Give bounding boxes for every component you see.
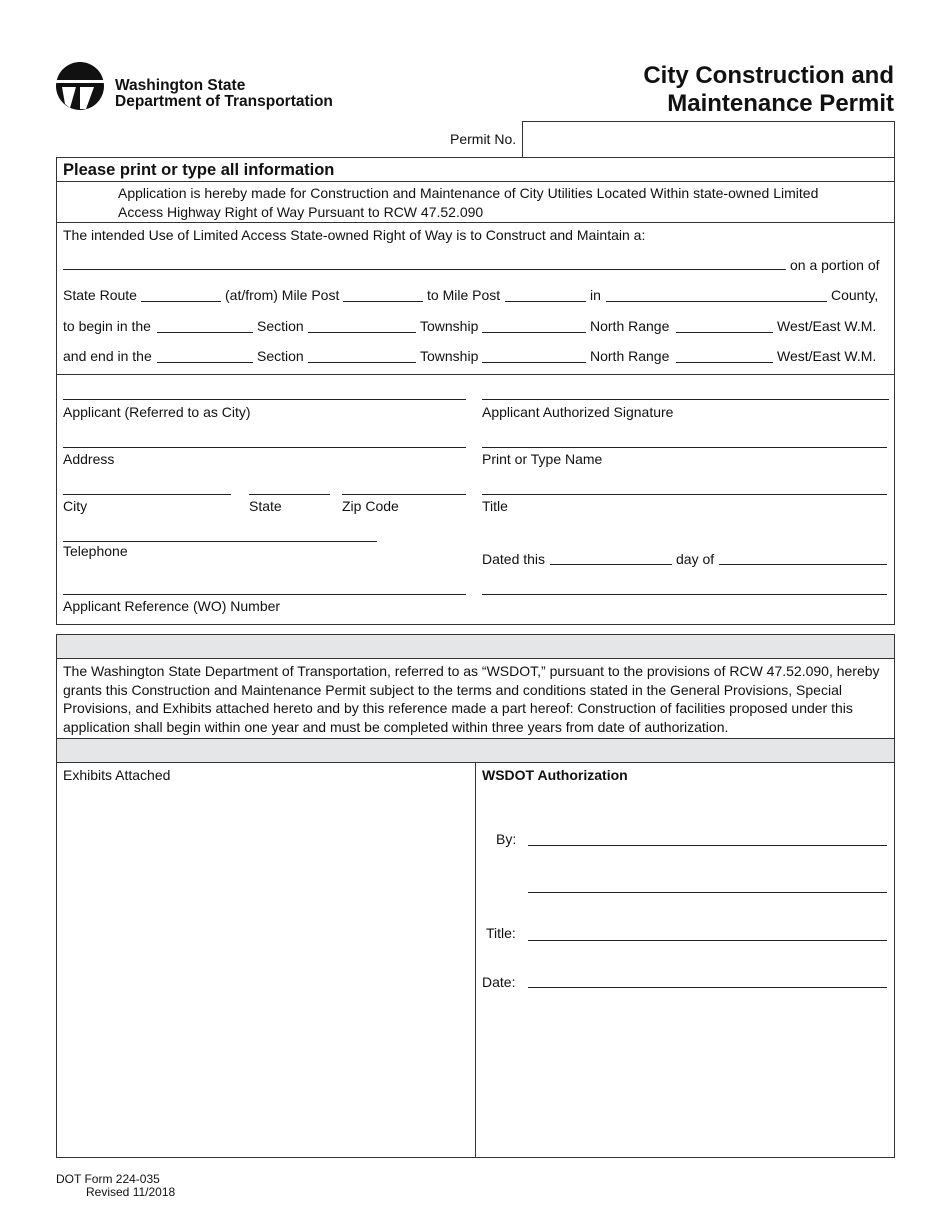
dated-month-field[interactable] bbox=[719, 564, 887, 565]
reference-label: Applicant Reference (WO) Number bbox=[63, 598, 281, 614]
begin-range-label: North Range bbox=[590, 318, 670, 334]
applicant-label: Applicant (Referred to as City) bbox=[63, 404, 251, 420]
form-number: DOT Form 224-035 bbox=[56, 1172, 160, 1186]
end-label: and end in the bbox=[63, 348, 152, 364]
form-title-line2: Maintenance Permit bbox=[667, 90, 894, 117]
dated-this-label: Dated this bbox=[482, 551, 546, 567]
state-field[interactable] bbox=[249, 494, 330, 495]
signature-label: Applicant Authorized Signature bbox=[482, 404, 674, 420]
day-of-label: day of bbox=[676, 551, 715, 567]
auth-title-field[interactable] bbox=[528, 940, 887, 941]
wsdot-logo bbox=[56, 62, 104, 110]
city-field[interactable] bbox=[63, 494, 231, 495]
permit-no-field[interactable] bbox=[522, 121, 895, 157]
zip-field[interactable] bbox=[342, 494, 466, 495]
address-label: Address bbox=[63, 451, 115, 467]
signature-field[interactable] bbox=[482, 399, 889, 400]
state-label: State bbox=[249, 498, 282, 514]
dated-day-field[interactable] bbox=[550, 564, 672, 565]
reference-field[interactable] bbox=[63, 594, 466, 595]
section-heading: Please print or type all information bbox=[63, 161, 335, 179]
begin-township-label: Township bbox=[420, 318, 479, 334]
begin-label: to begin in the bbox=[63, 318, 151, 334]
form-title-line1: City Construction and bbox=[643, 62, 894, 89]
end-township-label: Township bbox=[420, 348, 479, 364]
org-name-line2: Department of Transportation bbox=[115, 93, 333, 110]
grant-line4: application shall begin within one year and must be completed within three years from date of authorization. bbox=[63, 719, 729, 735]
from-milepost-field[interactable] bbox=[343, 301, 423, 302]
exhibits-label: Exhibits Attached bbox=[63, 767, 171, 783]
begin-quarter-field[interactable] bbox=[157, 332, 253, 333]
from-milepost-label: (at/from) Mile Post bbox=[225, 287, 340, 303]
grant-line3: Provisions, and Exhibits attached hereto and by this reference made a part hereof: Construction of facilities proposed under this bbox=[63, 700, 853, 716]
title-label: Title bbox=[482, 498, 508, 514]
state-route-label: State Route bbox=[63, 287, 137, 303]
org-name-line1: Washington State bbox=[115, 77, 246, 94]
end-range-label: North Range bbox=[590, 348, 670, 364]
gray-band-bottom bbox=[57, 739, 894, 762]
wsdot-logo-icon bbox=[56, 62, 104, 110]
reference-right-line bbox=[482, 594, 887, 595]
city-label: City bbox=[63, 498, 88, 514]
end-section-field[interactable] bbox=[308, 362, 416, 363]
zip-label: Zip Code bbox=[342, 498, 399, 514]
on-portion-label: on a portion of bbox=[790, 257, 880, 273]
auth-date-field[interactable] bbox=[528, 987, 887, 988]
begin-section-label: Section bbox=[257, 318, 304, 334]
intended-use-label: The intended Use of Limited Access State-owned Right of Way is to Construct and Maintain a: bbox=[63, 227, 646, 243]
end-section-label: Section bbox=[257, 348, 304, 364]
to-milepost-field[interactable] bbox=[505, 301, 586, 302]
begin-meridian-label: West/East W.M. bbox=[777, 318, 877, 334]
in-label: in bbox=[590, 287, 601, 303]
facility-description-field[interactable] bbox=[63, 269, 786, 270]
auth-date-label: Date: bbox=[482, 974, 516, 990]
telephone-field[interactable] bbox=[63, 541, 377, 542]
auth-title-label: Title: bbox=[486, 925, 516, 941]
begin-range-field[interactable] bbox=[676, 332, 773, 333]
begin-township-field[interactable] bbox=[482, 332, 586, 333]
intro-line2: Access Highway Right of Way Pursuant to RCW 47.52.090 bbox=[118, 204, 484, 220]
grant-line1: The Washington State Department of Transportation, referred to as “WSDOT,” pursuant to the provisions of RCW 47.52.090, hereby bbox=[63, 663, 880, 679]
county-label: County, bbox=[831, 287, 879, 303]
end-quarter-field[interactable] bbox=[157, 362, 253, 363]
grant-line2: grants this Construction and Maintenance Permit subject to the terms and conditions stated in the General Provisions, Special bbox=[63, 682, 842, 698]
authorization-heading: WSDOT Authorization bbox=[482, 767, 628, 783]
to-milepost-label: to Mile Post bbox=[427, 287, 501, 303]
by-second-field[interactable] bbox=[528, 892, 887, 893]
telephone-label: Telephone bbox=[63, 543, 128, 559]
by-field[interactable] bbox=[528, 845, 887, 846]
county-field[interactable] bbox=[606, 301, 827, 302]
permit-no-label: Permit No. bbox=[450, 131, 517, 147]
print-name-label: Print or Type Name bbox=[482, 451, 603, 467]
end-range-field[interactable] bbox=[676, 362, 773, 363]
exhibits-area[interactable] bbox=[63, 790, 463, 1150]
applicant-name-field[interactable] bbox=[63, 399, 466, 400]
address-field[interactable] bbox=[63, 447, 466, 448]
state-route-field[interactable] bbox=[141, 301, 221, 302]
end-township-field[interactable] bbox=[482, 362, 586, 363]
gray-band-top bbox=[57, 635, 894, 658]
title-field[interactable] bbox=[482, 494, 887, 495]
intro-line1: Application is hereby made for Construction and Maintenance of City Utilities Located Within state-owned Limited bbox=[118, 185, 819, 201]
begin-section-field[interactable] bbox=[308, 332, 416, 333]
by-label: By: bbox=[496, 831, 517, 847]
end-meridian-label: West/East W.M. bbox=[777, 348, 877, 364]
revised-date: Revised 11/2018 bbox=[86, 1185, 176, 1199]
print-name-field[interactable] bbox=[482, 447, 887, 448]
